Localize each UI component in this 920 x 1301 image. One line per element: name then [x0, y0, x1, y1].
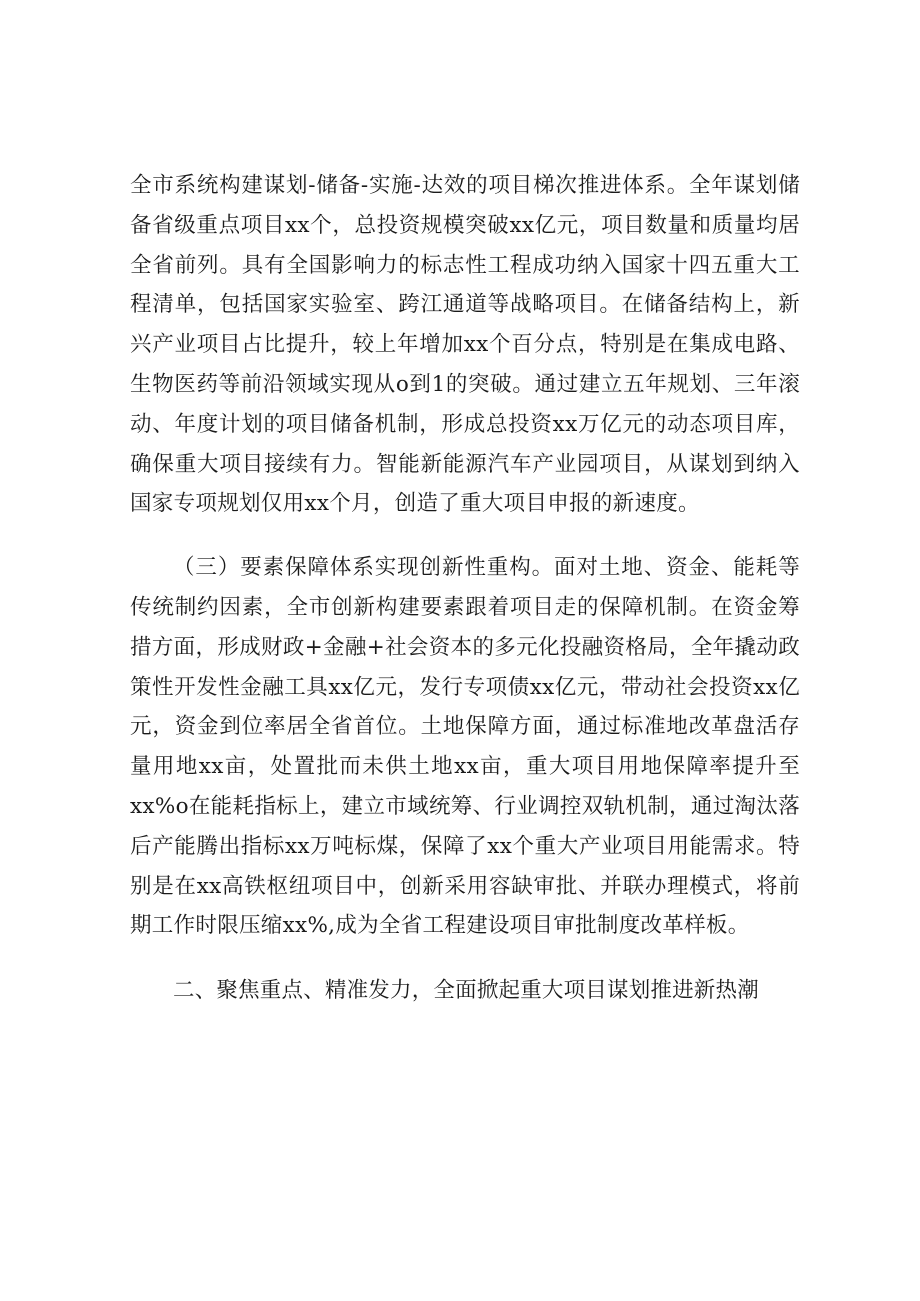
body-paragraph-factor-guarantee: （三）要素保障体系实现创新性重构。面对土地、资金、能耗等传统制约因素，全市创新构建要素跟着项目走的保障机制。在资金筹措方面，形成财政+金融+社会资本的多元化投融资格局，全年撬动政策性开发性金融工具xx亿元，发行专项债xx亿元，带动社会投资xx亿元，资金到位率居全省首位。土地保障方面，通过标准地改革盘活存量用地xx亩，处置批而未供土地xx亩，重大项目用地保障率提升至xx%o在能耗指标上，建立市域统筹、行业调控双轨机制，通过淘汰落后产能腾出指标xx万吨标煤，保障了xx个重大产业项目用能需求。特别是在xx高铁枢纽项目中，创新采用容缺审批、并联办理模式，将前期工作时限压缩xx%,成为全省工程建设项目审批制度改革样板。 [130, 555, 800, 939]
section-heading-two: 二、聚焦重点、精准发力，全面掀起重大项目谋划推进新热潮 [173, 978, 759, 1004]
body-paragraph-project-reserve: 全市系统构建谋划-储备-实施-达效的项目梯次推进体系。全年谋划储备省级重点项目xx个，总投资规模突破xx亿元，项目数量和质量均居全省前列。具有全国影响力的标志性工程成功纳入国家十四五重大工程清单，包括国家实验室、跨江通道等战略项目。在储备结构上，新兴产业项目占比提升，较上年增加xx个百分点，特别是在集成电路、生物医药等前沿领域实现从o到1的突破。通过建立五年规划、三年滚动、年度计划的项目储备机制，形成总投资xx万亿元的动态项目库，确保重大项目接续有力。智能新能源汽车产业园项目，从谋划到纳入国家专项规划仅用xx个月，创造了重大项目申报的新速度。 [130, 173, 800, 517]
document-body [130, 166, 800, 1011]
